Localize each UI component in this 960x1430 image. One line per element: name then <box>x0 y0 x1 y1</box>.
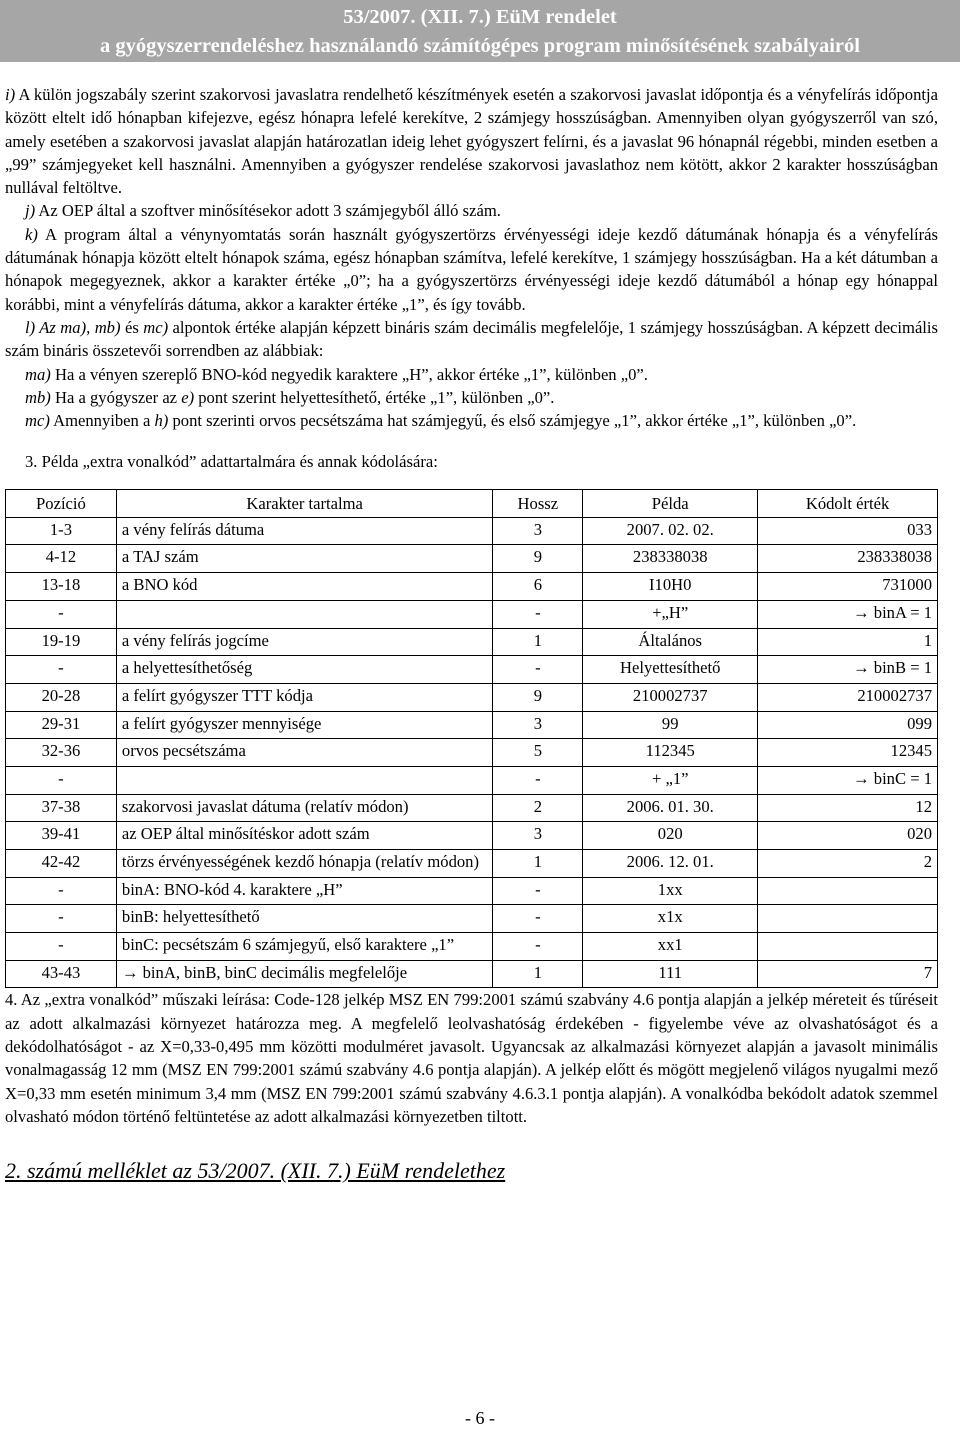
paragraph-i-text-b: Amennyiben olyan gyógyszerről van szó, amely esetében a szakorvosi javaslat alapján határozatlan ideig lehet gyógyszert felírni, és a javaslat 96 hónapnál régebbi, minden esetben a „99” számjegyeket kell használni. Amennyiben a gyógyszer rendelése szakorvosi javaslathoz nem kötött, akkor 2 karakter hosszúságban nullával feltöltve. <box>5 108 938 198</box>
cell-encoded: 1 <box>758 628 938 656</box>
cell-content: orvos pecsétszáma <box>116 739 492 767</box>
cell-position: - <box>6 905 117 933</box>
cell-content: a BNO kód <box>116 573 492 601</box>
cell-content: a vény felírás dátuma <box>116 517 492 545</box>
section-4-text: 4. Az „extra vonalkód” műszaki leírása: Code-128 jelkép MSZ EN 799:2001 számú szabvány 4.6 pontja alapján a jelkép méreteit és tűréseit az adott alkalmazási környezet határozza meg. A megfelelő leolvashatóság érdekében - figyelembe véve az olvashatóságot és a dekódolhatóságot - az X=0,33-0,495 mm közötti modulméret javasolt. Ugyancsak az alkalmazási környezet alapján a javasolt minimális vonalmagasság 12 mm (MSZ EN 799:2001 számú szabvány 4.6 pontja alapján). A jelkép előtt és mögött megjelenő világos nyugalmi mező X=0,33 mm esetén minimum 3,4 mm (MSZ EN 799:2001 számú szabvány 4.6.3.1 pontja alapján). A vonalkódba bekódolt adatok szemmel olvasható módon történő feltüntetése az adott alkalmazási környezetben tiltott. <box>5 990 938 1126</box>
page-number: - 6 - <box>465 1408 495 1428</box>
cell-content: binC: pecsétszám 6 számjegyű, első karaktere „1” <box>116 933 492 961</box>
cell-position: - <box>6 600 117 628</box>
cell-length: 1 <box>493 628 583 656</box>
cell-content: binA: BNO-kód 4. karaktere „H” <box>116 877 492 905</box>
cell-length: 3 <box>493 517 583 545</box>
paragraph-mc-text-b: pont szerinti orvos pecsétszáma hat számjegyű, és első számjegye „1”, akkor értéke „1”, különben „0”. <box>168 411 857 431</box>
paragraph-mb-text-a: Ha a gyógyszer az <box>50 387 182 407</box>
cell-example: x1x <box>583 905 758 933</box>
paragraph-l-text: alpontok értéke alapján képzett bináris szám decimális megfelelője, 1 számjegy hosszúságban. A képzett decimális szám bináris összetevői sorrendben az alábbiak: <box>5 317 938 361</box>
paragraph-i <box>5 83 938 199</box>
cell-position: 19-19 <box>6 628 117 656</box>
encoding-table <box>5 489 938 989</box>
header-title-line1: 53/2007. (XII. 7.) EüM rendelet <box>343 6 617 28</box>
label-ma: ma) <box>25 364 51 384</box>
header-title-line2: a gyógyszerrendeléshez használandó számítógépes program minősítésének szabályairól <box>100 35 860 57</box>
label-k: k) <box>25 224 38 244</box>
paragraph-i-text-a: A külön jogszabály szerint szakorvosi javaslatra rendelhető készítmények esetén a szakorvosi javaslat időpontja és a vényfelírás időpontja között eltelt idő hónapban kifejezve, egész hónapra lefelé kerekítve, 2 számjegy hosszúságban. <box>5 85 938 128</box>
table-row <box>6 850 938 878</box>
header-encoded: Kódolt érték <box>758 489 938 517</box>
cell-encoded <box>758 933 938 961</box>
cell-example: xx1 <box>583 933 758 961</box>
paragraph-j-text: Az OEP által a szoftver minősítésekor adott 3 számjegyből álló szám. <box>35 201 501 221</box>
cell-position: - <box>6 877 117 905</box>
cell-content: szakorvosi javaslat dátuma (relatív módon) <box>116 794 492 822</box>
cell-length: 3 <box>493 711 583 739</box>
cell-encoded <box>758 905 938 933</box>
label-j: j) <box>25 201 36 221</box>
header-example: Példa <box>583 489 758 517</box>
label-mb: mb) <box>25 387 51 407</box>
cell-position: 1-3 <box>6 517 117 545</box>
paragraph-mc <box>5 409 938 432</box>
cell-example: 112345 <box>583 739 758 767</box>
paragraph-mb <box>5 386 938 409</box>
paragraph-mb-text-b: pont szerint helyettesíthető, értéke „1”, különben „0”. <box>194 387 555 407</box>
cell-content: binB: helyettesíthető <box>116 905 492 933</box>
header-position: Pozíció <box>6 489 117 517</box>
cell-position: - <box>6 656 117 684</box>
cell-position: 20-28 <box>6 683 117 711</box>
cell-encoded: 238338038 <box>758 545 938 573</box>
cell-content: a felírt gyógyszer mennyisége <box>116 711 492 739</box>
cell-encoded: → binA = 1 <box>758 600 938 628</box>
cell-encoded: 210002737 <box>758 683 938 711</box>
cell-content: a felírt gyógyszer TTT kódja <box>116 683 492 711</box>
cell-encoded: → binC = 1 <box>758 766 938 794</box>
table-row <box>6 656 938 684</box>
paragraph-j <box>5 199 938 222</box>
cell-position: - <box>6 766 117 794</box>
cell-example: 2006. 01. 30. <box>583 794 758 822</box>
cell-length: 9 <box>493 683 583 711</box>
cell-encoded: 7 <box>758 960 938 988</box>
cell-encoded: 2 <box>758 850 938 878</box>
cell-position: 13-18 <box>6 573 117 601</box>
label-i: i) <box>5 85 16 104</box>
table-row <box>6 739 938 767</box>
table-row <box>6 600 938 628</box>
cell-content: az OEP által minősítéskor adott szám <box>116 822 492 850</box>
table-row <box>6 573 938 601</box>
label-mc-h: h) <box>154 411 169 431</box>
label-mc: mc) <box>25 411 50 431</box>
cell-position: 39-41 <box>6 822 117 850</box>
cell-position: 32-36 <box>6 739 117 767</box>
document-header <box>0 0 960 62</box>
example-title: 3. Példa „extra vonalkód” adattartalmára és annak kódolására: <box>25 452 438 472</box>
cell-content <box>116 766 492 794</box>
header-length: Hossz <box>493 489 583 517</box>
cell-length: 6 <box>493 573 583 601</box>
cell-length: - <box>493 656 583 684</box>
cell-encoded: → binB = 1 <box>758 656 938 684</box>
cell-position: 37-38 <box>6 794 117 822</box>
paragraph-ma <box>5 363 938 386</box>
cell-encoded: 099 <box>758 711 938 739</box>
cell-content <box>116 600 492 628</box>
cell-length: - <box>493 877 583 905</box>
paragraph-k-text: A program által a vénynyomtatás során használt gyógyszertörzs érvényességi ideje kezdő dátumának hónapja és a vényfelírás dátumának hónapja között eltelt hónapok száma, egész hónapban számítva, lefelé kerekítve, 1 számjegy hosszúságban. Ha a két dátumban a hónapok megegyeznek, akkor a karakter értéke „0”; ha a gyógyszertörzs érvényességi ideje kezdő dátumából a hónap egy hónappal korábbi, mint a vényfelírás dátuma, akkor a karakter értéke „1”, és így tovább. <box>5 224 938 314</box>
cell-position: - <box>6 933 117 961</box>
cell-encoded: 020 <box>758 822 938 850</box>
label-mb-e: e) <box>181 387 195 407</box>
cell-length: 1 <box>493 960 583 988</box>
table-row <box>6 794 938 822</box>
cell-encoded: 731000 <box>758 573 938 601</box>
label-l-mc: mc) <box>143 317 169 337</box>
cell-length: - <box>493 766 583 794</box>
cell-length: 2 <box>493 794 583 822</box>
table-row <box>6 517 938 545</box>
cell-content: a vény felírás jogcíme <box>116 628 492 656</box>
table-row <box>6 683 938 711</box>
cell-example: 1xx <box>583 877 758 905</box>
cell-content: a helyettesíthetőség <box>116 656 492 684</box>
annex-title: 2. számú melléklet az 53/2007. (XII. 7.) EüM rendelethez <box>5 1158 506 1184</box>
cell-example: 210002737 <box>583 683 758 711</box>
cell-example: 99 <box>583 711 758 739</box>
document-body <box>5 83 938 1186</box>
header-content: Karakter tartalma <box>116 489 492 517</box>
cell-example: I10H0 <box>583 573 758 601</box>
cell-encoded: 12 <box>758 794 938 822</box>
paragraph-k <box>5 223 938 316</box>
cell-example: Helyettesíthető <box>583 656 758 684</box>
paragraph-l-mid: és <box>120 317 144 337</box>
table-row <box>6 711 938 739</box>
table-row <box>6 960 938 988</box>
table-row <box>6 628 938 656</box>
cell-length: 5 <box>493 739 583 767</box>
cell-encoded: 033 <box>758 517 938 545</box>
cell-example: 2007. 02. 02. <box>583 517 758 545</box>
cell-length: 9 <box>493 545 583 573</box>
cell-example: 238338038 <box>583 545 758 573</box>
cell-example: 111 <box>583 960 758 988</box>
cell-position: 29-31 <box>6 711 117 739</box>
paragraph-l <box>5 316 938 363</box>
cell-encoded: 12345 <box>758 739 938 767</box>
cell-position: 42-42 <box>6 850 117 878</box>
cell-position: 43-43 <box>6 960 117 988</box>
cell-example: + „1” <box>583 766 758 794</box>
label-l: l) Az ma), mb) <box>25 317 121 337</box>
cell-example: 020 <box>583 822 758 850</box>
paragraph-ma-text: Ha a vényen szereplő BNO-kód negyedik karaktere „H”, akkor értéke „1”, különben „0”. <box>50 364 648 384</box>
cell-length: 1 <box>493 850 583 878</box>
cell-content: → binA, binB, binC decimális megfelelője <box>116 960 492 988</box>
cell-example: +„H” <box>583 600 758 628</box>
paragraph-mc-text-a: Amennyiben a <box>49 411 155 431</box>
table-row <box>6 933 938 961</box>
table-header-row <box>6 489 938 517</box>
cell-example: 2006. 12. 01. <box>583 850 758 878</box>
table-row <box>6 905 938 933</box>
cell-length: - <box>493 905 583 933</box>
cell-content: a TAJ szám <box>116 545 492 573</box>
table-row <box>6 877 938 905</box>
table-row <box>6 545 938 573</box>
cell-content: törzs érvényességének kezdő hónapja (relatív módon) <box>116 850 492 878</box>
cell-example: Általános <box>583 628 758 656</box>
cell-length: - <box>493 600 583 628</box>
cell-length: 3 <box>493 822 583 850</box>
table-row <box>6 766 938 794</box>
cell-encoded <box>758 877 938 905</box>
cell-position: 4-12 <box>6 545 117 573</box>
table-row <box>6 822 938 850</box>
cell-length: - <box>493 933 583 961</box>
